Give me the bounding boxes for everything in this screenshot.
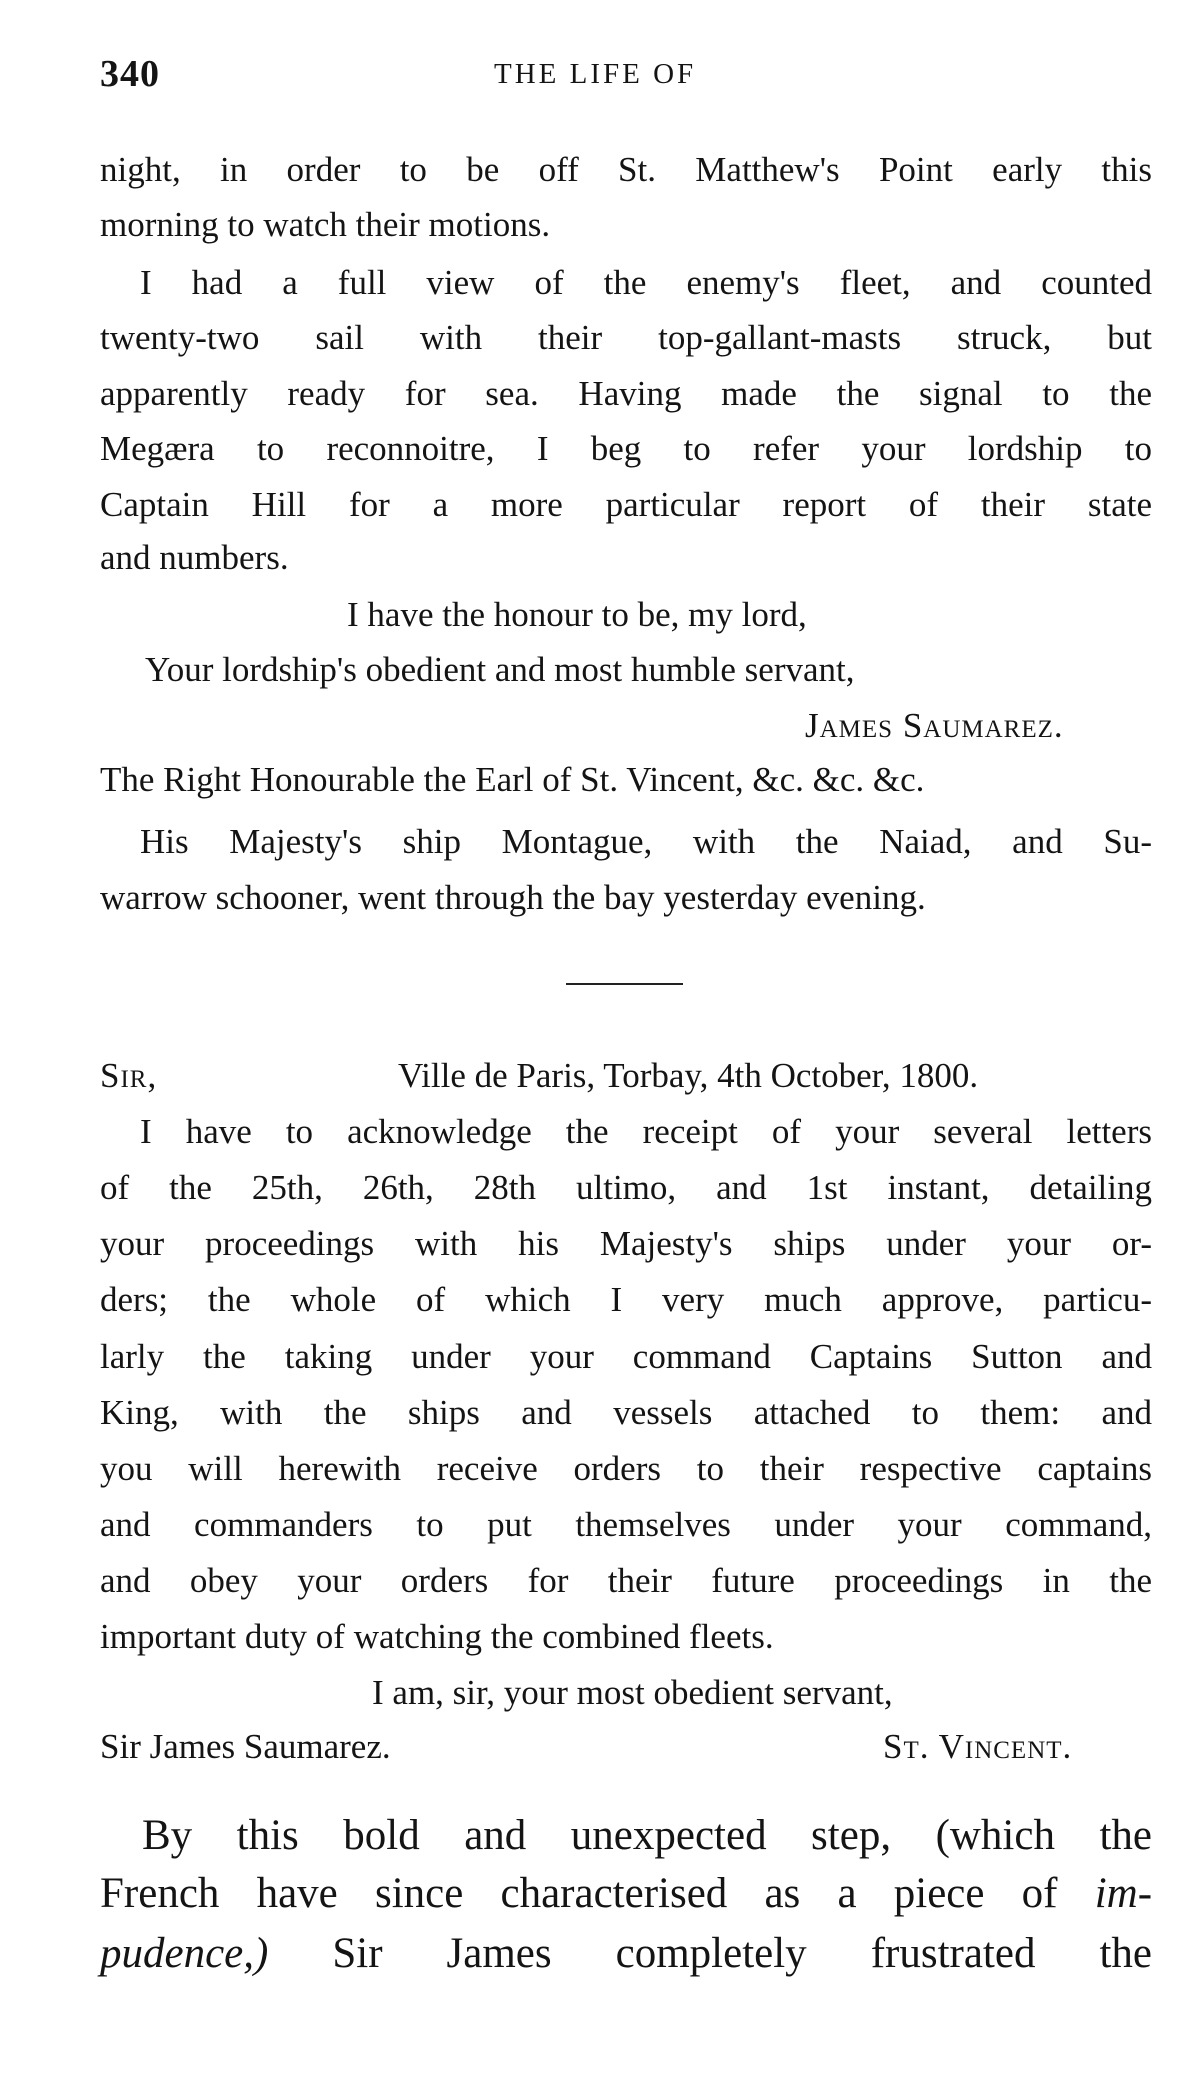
page-number: 340 [100, 53, 160, 95]
letter-two-line: your proceedings with his Majesty's ships under your or- [100, 1224, 1152, 1263]
letter-two-line: important duty of watching the combined fleets. [100, 1617, 774, 1656]
letter-two-line: ders; the whole of which I very much approve, particu- [100, 1280, 1152, 1319]
letter-one-addressee: The Right Honourable the Earl of St. Vincent, &c. &c. &c. [100, 760, 925, 799]
narrative-line [100, 1868, 1152, 1920]
letter-two-line: and commanders to put themselves under your command, [100, 1505, 1152, 1544]
letter-two-recipient: Sir James Saumarez. [100, 1727, 391, 1766]
letter-one-line: twenty-two sail with their top-gallant-masts struck, but [100, 318, 1152, 357]
letter-one-line: night, in order to be off St. Matthew's Point early this [100, 150, 1152, 189]
narrative-line [100, 1928, 1152, 1980]
postscript-line: His Majesty's ship Montague, with the Naiad, and Su- [140, 822, 1152, 861]
letter-one-signature: James Saumarez. [805, 706, 1064, 745]
letter-one-line: morning to watch their motions. [100, 205, 551, 244]
letter-two-line: of the 25th, 26th, 28th ultimo, and 1st instant, detailing [100, 1168, 1152, 1207]
letter-one-line: I had a full view of the enemy's fleet, and counted [140, 263, 1152, 302]
letter-one-line: Megæra to reconnoitre, I beg to refer your lordship to [100, 429, 1152, 468]
running-head: THE LIFE OF [494, 58, 697, 90]
letter-two-line: King, with the ships and vessels attached to them: and [100, 1393, 1152, 1432]
letter-one-line: Captain Hill for a more particular report of their state [100, 485, 1152, 524]
letter-two-line: I have to acknowledge the receipt of your several letters [140, 1112, 1152, 1151]
letter-two-dateline: Ville de Paris, Torbay, 4th October, 1800. [398, 1056, 979, 1095]
letter-one-closing: Your lordship's obedient and most humble servant, [145, 650, 855, 689]
letter-one-line: apparently ready for sea. Having made the signal to the [100, 374, 1152, 413]
letter-one-line: and numbers. [100, 538, 289, 577]
letter-two-line: larly the taking under your command Captains Sutton and [100, 1337, 1152, 1376]
letter-one-closing: I have the honour to be, my lord, [347, 595, 807, 634]
narrative-text: Sir James completely frustrated the [332, 1930, 1152, 1977]
page-header [100, 52, 1150, 102]
narrative-line: By this bold and unexpected step, (which the [142, 1812, 1152, 1859]
letter-two-salutation: Sir, [100, 1056, 158, 1095]
letter-two-signature: St. Vincent. [883, 1727, 1073, 1766]
narrative-italic: im- [1094, 1870, 1153, 1917]
narrative-italic: pudence,) [100, 1930, 269, 1977]
section-divider [566, 983, 683, 985]
postscript-line: warrow schooner, went through the bay yesterday evening. [100, 878, 926, 917]
narrative-text: French have since characterised as a piece of [100, 1870, 1058, 1917]
letter-two-line: and obey your orders for their future proceedings in the [100, 1561, 1152, 1600]
letter-two-closing: I am, sir, your most obedient servant, [372, 1673, 893, 1712]
letter-two-line: you will herewith receive orders to their respective captains [100, 1449, 1152, 1488]
